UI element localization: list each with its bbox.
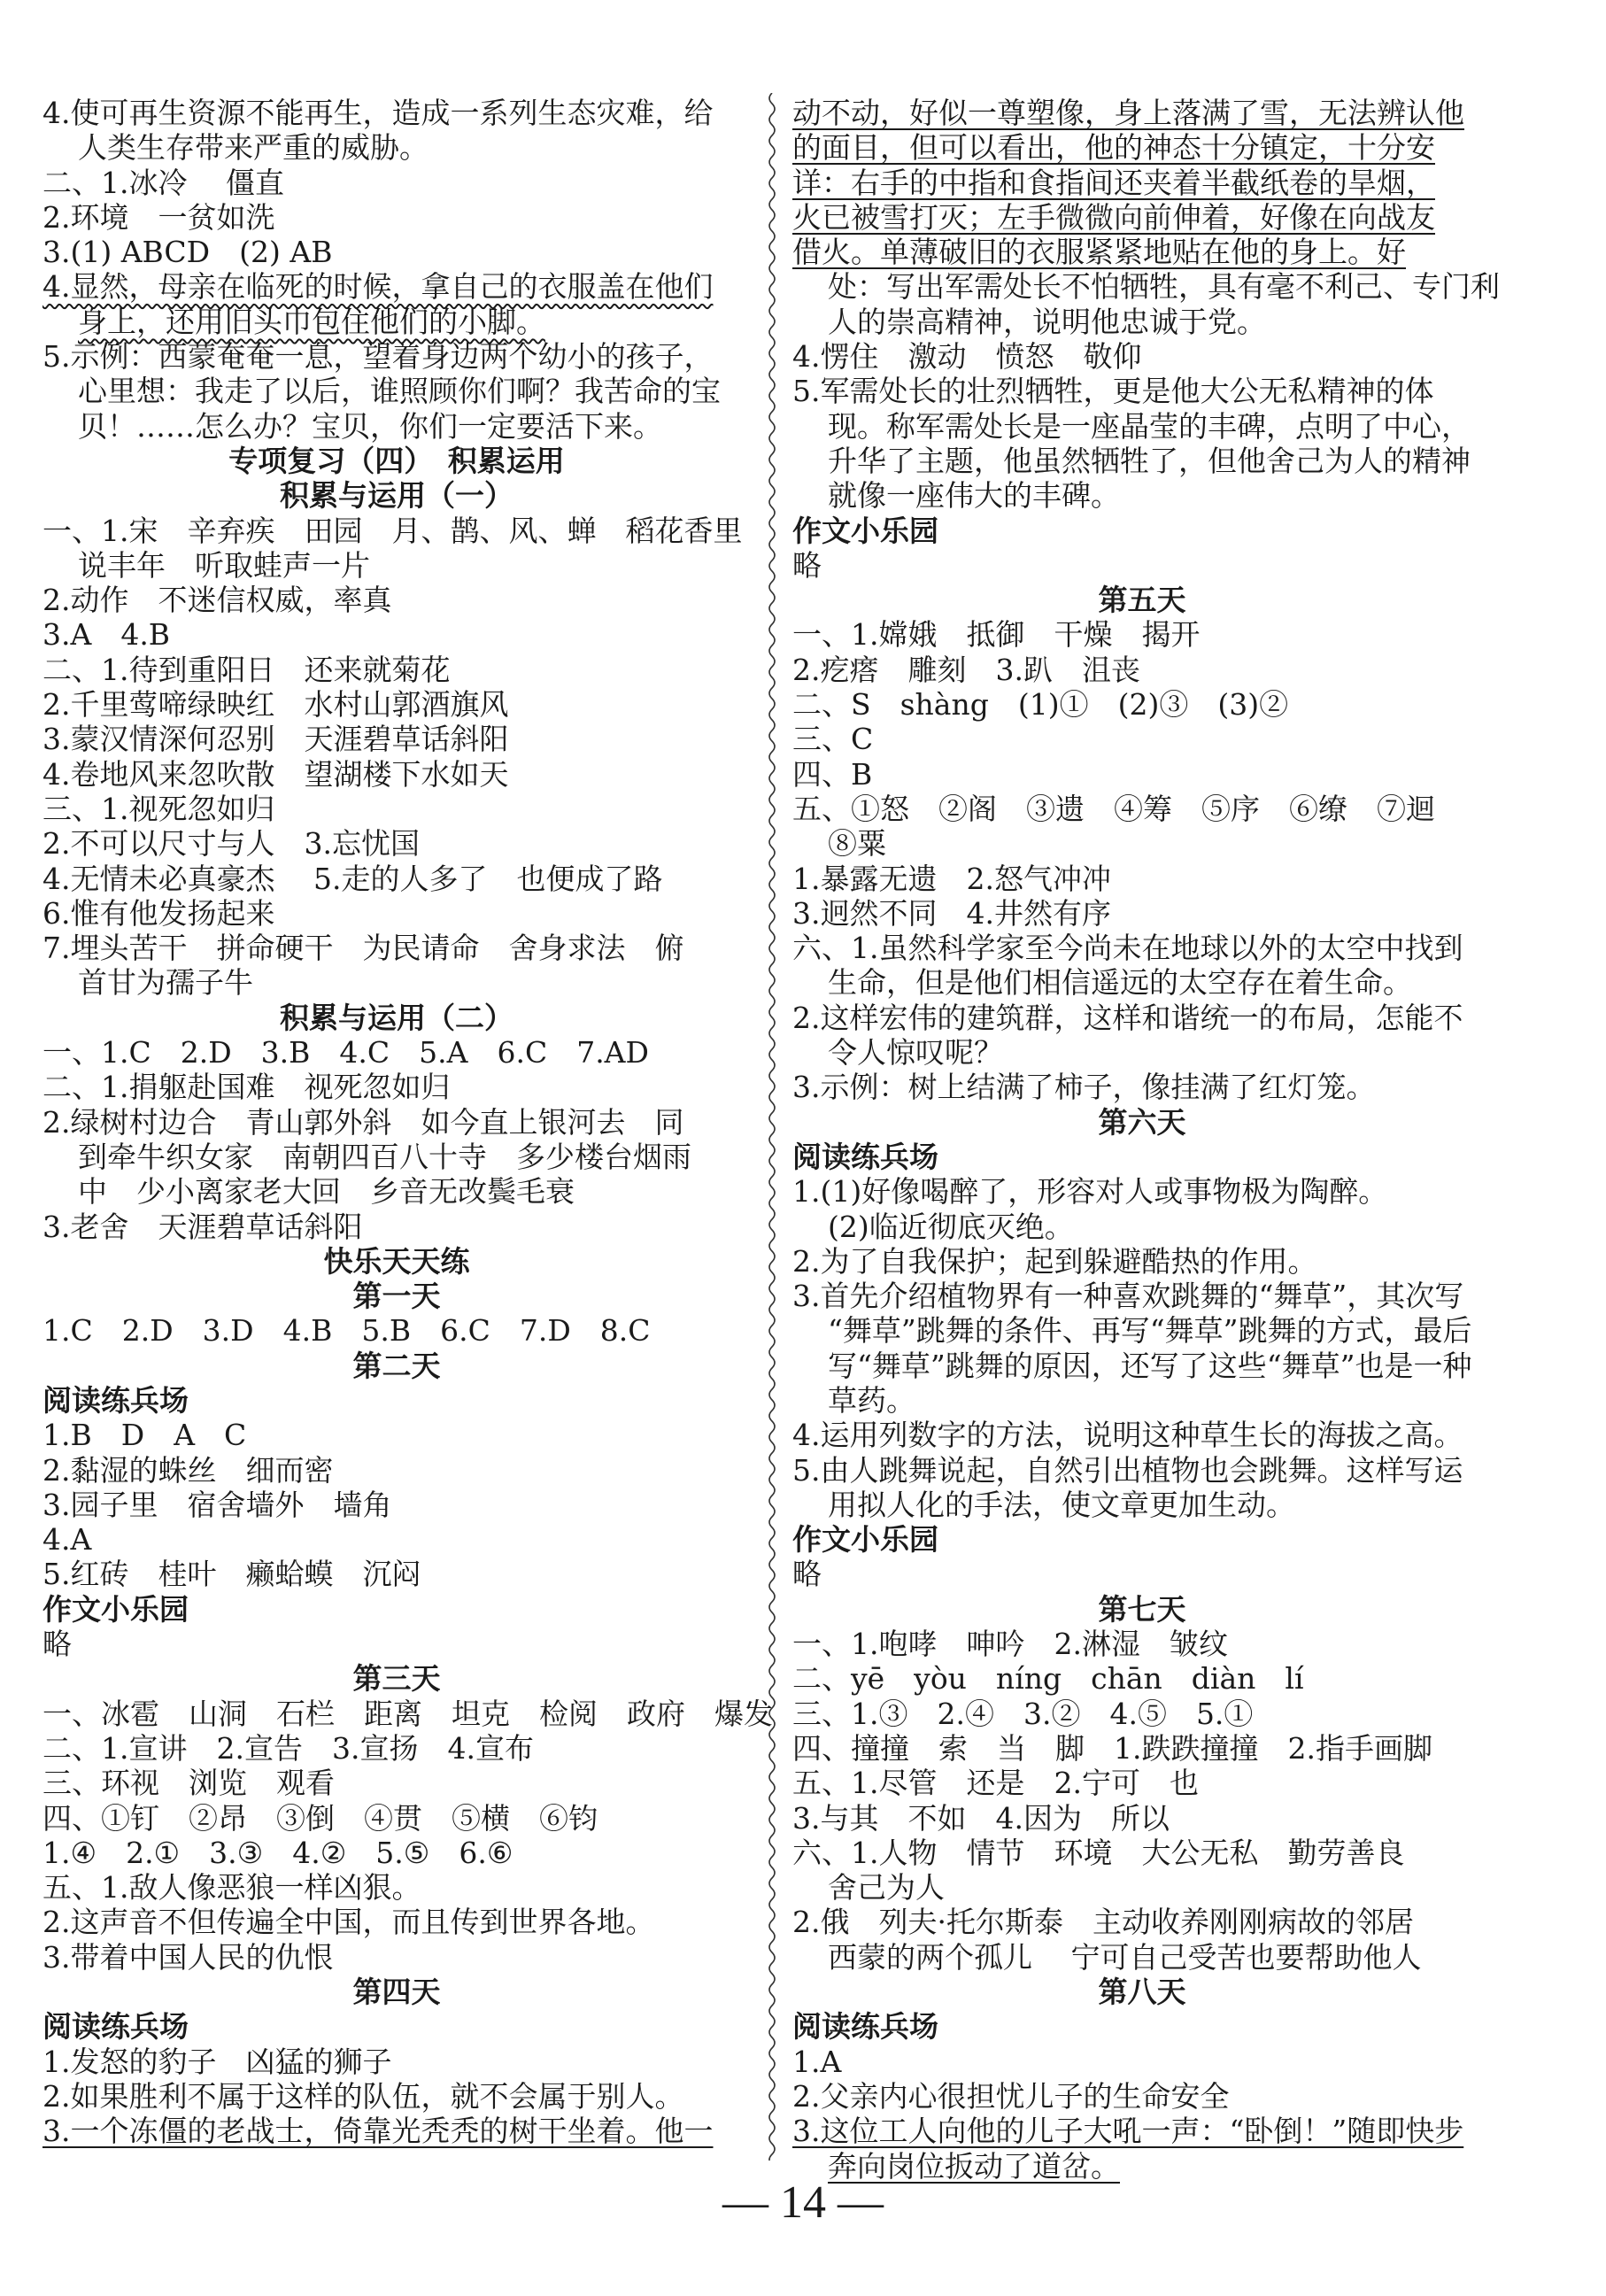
- line-text: 3.园子里 宿舍墙外 墙角: [42, 1487, 392, 1522]
- line-text: 第八天: [1098, 1975, 1186, 2010]
- line-text: 1.发怒的豹子 凶猛的狮子: [42, 2044, 392, 2079]
- answer-line: [792, 965, 1492, 1000]
- line-text: 五、①怒 ②阁 ③遗 ④筹 ⑤序 ⑥缭 ⑦迴: [792, 791, 1435, 826]
- answer-line: [42, 130, 751, 165]
- line-text: 升华了主题，他虽然牺牲了，但他舍己为人的精神: [828, 443, 1471, 478]
- section-heading: [42, 1975, 751, 2009]
- answer-line: [42, 1418, 751, 1452]
- section-heading: [792, 583, 1492, 617]
- answer-line: [42, 269, 751, 304]
- line-text: 1.A: [792, 2044, 842, 2079]
- answer-line: [792, 722, 1492, 756]
- line-text: 三、1.③ 2.④ 3.② 4.⑤ 5.①: [792, 1696, 1254, 1731]
- answer-line: [792, 862, 1492, 896]
- page-number: — 14 —: [722, 2177, 884, 2228]
- section-heading: [792, 1592, 1492, 1627]
- line-text: 5.示例：西蒙奄奄一息，望着身边两个幼小的孩子，: [42, 339, 714, 375]
- subsection-label: [792, 1140, 1492, 1174]
- line-text: 4.无情未必真豪杰 5.走的人多了 也便成了路: [42, 861, 663, 896]
- line-text: 5.军需处长的壮烈牺牲，更是他大公无私精神的体: [792, 374, 1434, 409]
- subsection-label: [42, 1592, 751, 1627]
- line-text: 1.④ 2.① 3.③ 4.② 5.⑤ 6.⑥: [42, 1835, 513, 1870]
- line-text: 舍己为人: [828, 1870, 945, 1906]
- line-text: 7.埋头苦干 拼命硬干 为民请命 舍身求法 俯: [42, 931, 684, 966]
- answer-line: [792, 1801, 1492, 1836]
- line-text: 6.惟有他发扬起来: [42, 895, 275, 931]
- line-text: 二、S shàng (1)① (2)③ (3)②: [792, 687, 1289, 723]
- answer-line: [42, 166, 751, 200]
- answer-line: [792, 687, 1492, 722]
- answer-line: [42, 965, 751, 1000]
- line-text: 一、1.咆哮 呻吟 2.淋湿 皱纹: [792, 1627, 1228, 1662]
- subsection-label: [792, 2009, 1492, 2044]
- section-heading: [42, 1349, 751, 1383]
- answer-line: [42, 1488, 751, 1522]
- line-text: 第四天: [352, 1975, 441, 2010]
- answer-line: [42, 1766, 751, 1800]
- answer-line: [792, 1001, 1492, 1035]
- answer-line: [792, 1279, 1492, 1313]
- answer-line: [42, 1522, 751, 1557]
- answer-line: [42, 1035, 751, 1070]
- answer-line: [792, 305, 1492, 339]
- line-text: 积累与运用（一）: [280, 478, 513, 514]
- line-text: 2.动作 不迷信权威，率真: [42, 583, 392, 618]
- line-text: 5.由人跳舞说起，自然引出植物也会跳舞。这样写运: [792, 1452, 1463, 1488]
- answer-line: [42, 339, 751, 374]
- line-text: 四、撞撞 索 当 脚 1.跌跌撞撞 2.指手画脚: [792, 1730, 1432, 1766]
- answer-line: [42, 1453, 751, 1488]
- answer-line: [792, 1070, 1492, 1104]
- answer-line: [42, 826, 751, 861]
- line-text: 2.绿树村边合 青山郭外斜 如今直上银河去 同: [42, 1104, 684, 1140]
- line-text: 五、1.尽管 还是 2.宁可 也: [792, 1766, 1199, 1801]
- answer-line: [792, 1870, 1492, 1905]
- line-text: 西蒙的两个孤儿 宁可自己受苦也要帮助他人: [828, 1939, 1422, 1975]
- wavy-column-divider: [766, 93, 778, 2161]
- line-text: 2.为了自我保护；起到躲避酷热的作用。: [792, 1243, 1317, 1279]
- line-text: 4.运用列数字的方法，说明这种草生长的海拔之高。: [792, 1418, 1463, 1453]
- answer-line: [792, 1174, 1492, 1209]
- line-text: 的面目，但可以看出，他的神态十分镇定，十分安: [792, 130, 1435, 166]
- line-text: 第三天: [352, 1661, 441, 1697]
- answer-line: [42, 1801, 751, 1836]
- line-text: 四、①钉 ②昂 ③倒 ④贯 ⑤横 ⑥钧: [42, 1800, 598, 1836]
- line-text: 快乐天天练: [323, 1243, 470, 1279]
- line-text: 二、1.冰冷 僵直: [42, 165, 284, 200]
- answer-line: [792, 1313, 1492, 1348]
- section-heading: [42, 1001, 751, 1035]
- answer-line: [792, 1210, 1492, 1244]
- line-text: 心里想：我走了以后，谁照顾你们啊？我苦命的宝: [78, 374, 721, 409]
- line-text: 草药。: [828, 1382, 915, 1418]
- section-heading: [792, 1975, 1492, 2009]
- line-text: 身上，还用旧头巾包住他们的小脚。: [78, 304, 545, 339]
- line-text: 略: [792, 1557, 822, 1592]
- line-text: 阅读练兵场: [42, 2009, 189, 2045]
- line-text: 五、1.敌人像恶狼一样凶狠。: [42, 1870, 421, 1906]
- line-text: 3.迥然不同 4.井然有序: [792, 895, 1111, 931]
- line-text: 到牵牛织女家 南朝四百八十寺 多少楼台烟雨: [78, 1139, 691, 1174]
- answer-line: [792, 826, 1492, 861]
- answer-line: [42, 1731, 751, 1766]
- line-text: 用拟人化的手法，使文章更加生动。: [828, 1487, 1295, 1522]
- line-text: 就像一座伟大的丰碑。: [828, 478, 1120, 514]
- line-text: 3.蒙汉情深何忍别 天涯碧草话斜阳: [42, 722, 509, 757]
- answer-line: [42, 548, 751, 583]
- answer-line: [42, 2079, 751, 2114]
- answer-line: [42, 1905, 751, 1939]
- left-column: [42, 96, 773, 2149]
- answer-line: [42, 1836, 751, 1870]
- line-text: 3.A 4.B: [42, 617, 171, 653]
- line-text: 一、1.嫦娥 抵御 干燥 揭开: [792, 617, 1201, 653]
- line-text: 二、1.宣讲 2.宣告 3.宣扬 4.宣布: [42, 1730, 534, 1766]
- line-text: 3.与其 不如 4.因为 所以: [792, 1800, 1170, 1836]
- line-text: 二、yē yòu níng chān diàn lí: [792, 1661, 1304, 1697]
- line-text: 令人惊叹呢？: [828, 1035, 1003, 1071]
- line-text: 说丰年 听取蛙声一片: [78, 547, 370, 583]
- line-text: 三、环视 浏览 观看: [42, 1766, 335, 1801]
- answer-line: [42, 1313, 751, 1348]
- line-text: 1.暴露无遗 2.怒气冲冲: [792, 861, 1111, 896]
- answer-line: [792, 1627, 1492, 1661]
- answer-line: [792, 1766, 1492, 1800]
- line-text: 2.这样宏伟的建筑群，这样和谐统一的布局，怎能不: [792, 1000, 1463, 1035]
- line-text: 三、1.视死忽如归: [42, 791, 275, 826]
- answer-line: [42, 617, 751, 652]
- answer-line: [792, 1940, 1492, 1975]
- line-text: 现。称军需处长是一座晶莹的丰碑，点明了中心，: [828, 408, 1471, 444]
- line-text: 四、B: [792, 756, 873, 792]
- line-text: 人类生存带来严重的威胁。: [78, 130, 429, 166]
- answer-line: [42, 2114, 751, 2148]
- answer-line: [42, 374, 751, 408]
- answer-line: [792, 1453, 1492, 1488]
- right-column: [792, 96, 1500, 2184]
- line-text: 动不动，好似一尊塑像，身上落满了雪，无法辨认他: [792, 96, 1464, 130]
- answer-line: [42, 514, 751, 548]
- line-text: 贝！……怎么办？宝贝，你们一定要活下来。: [78, 408, 662, 444]
- answer-line: [42, 1870, 751, 1905]
- line-text: 第七天: [1098, 1591, 1186, 1627]
- answer-line: [42, 1557, 751, 1591]
- line-text: 2.不可以尺寸与人 3.忘忧国: [42, 826, 420, 862]
- line-text: 生命，但是他们相信遥远的太空存在着生命。: [828, 965, 1412, 1001]
- answer-line: [42, 235, 751, 269]
- line-text: 二、1.待到重阳日 还来就菊花: [42, 652, 451, 687]
- line-text: 二、1.捐躯赴国难 视死忽如归: [42, 1070, 451, 1105]
- answer-line: [792, 166, 1492, 200]
- line-text: 2.这声音不但传遍全中国，而且传到世界各地。: [42, 1905, 655, 1940]
- answer-line: [792, 2079, 1492, 2114]
- line-text: “舞草”跳舞的条件、再写“舞草”跳舞的方式，最后: [828, 1313, 1472, 1349]
- line-text: 3.带着中国人民的仇恨: [42, 1939, 334, 1975]
- line-text: 4.显然，母亲在临死的时候，拿自己的衣服盖在他们: [42, 269, 714, 305]
- line-text: 处：写出军需处长不怕牺牲，具有毫不利己、专门利: [828, 269, 1500, 305]
- line-text: 作文小乐园: [792, 1522, 938, 1558]
- line-text: 略: [42, 1627, 72, 1662]
- line-text: 阅读练兵场: [792, 2009, 938, 2045]
- answer-line: [792, 96, 1492, 130]
- answer-line: [792, 931, 1492, 965]
- answer-line: [792, 1383, 1492, 1418]
- answer-line: [792, 1488, 1492, 1522]
- answer-line: [792, 269, 1500, 305]
- line-text: 2.如果胜利不属于这样的队伍，就不会属于别人。: [42, 2078, 684, 2114]
- answer-line: [792, 1697, 1492, 1731]
- line-text: 第五天: [1098, 583, 1186, 618]
- answer-line: [42, 1210, 751, 1244]
- line-text: 3.这位工人向他的儿子大吼一声：“卧倒！”随即快步: [792, 2114, 1464, 2149]
- answer-line: [42, 792, 751, 826]
- line-text: 第一天: [352, 1279, 441, 1314]
- answer-line: [42, 583, 751, 617]
- line-text: 3.一个冻僵的老战士，倚靠光秃秃的树干坐着。他一: [42, 2114, 714, 2149]
- line-text: 中 少小离家老大回 乡音无改鬓毛衰: [78, 1174, 575, 1210]
- line-text: 写“舞草”跳舞的原因，还写了这些“舞草”也是一种: [828, 1348, 1472, 1383]
- answer-line: [792, 339, 1492, 374]
- line-text: 专项复习（四） 积累运用: [228, 443, 565, 478]
- line-text: 一、1.宋 辛弃疾 田园 月、鹊、风、蝉 稻花香里: [42, 513, 743, 548]
- answer-line: [42, 1940, 751, 1975]
- answer-line: [42, 757, 751, 792]
- answer-line: [42, 1070, 751, 1104]
- answer-line: [42, 1105, 751, 1140]
- section-heading: [42, 478, 751, 513]
- line-text: 2.疙瘩 雕刻 3.趴 沮丧: [792, 652, 1140, 687]
- line-text: 3.首先介绍植物界有一种喜欢跳舞的“舞草”，其次写: [792, 1279, 1464, 1314]
- answer-line: [792, 1349, 1492, 1383]
- line-text: 人的崇高精神，说明他忠诚于党。: [828, 304, 1266, 339]
- section-heading: [42, 1661, 751, 1696]
- answer-line: [42, 687, 751, 722]
- line-text: 六、1.虽然科学家至今尚未在地球以外的太空中找到: [792, 931, 1463, 966]
- answer-line: [792, 792, 1492, 826]
- line-text: 2.千里莺啼绿映红 水村山郭酒旗风: [42, 687, 509, 723]
- line-text: 3.老舍 天涯碧草话斜阳: [42, 1209, 363, 1244]
- answer-line: [42, 1696, 773, 1731]
- line-text: 2.黏湿的蛛丝 细而密: [42, 1452, 334, 1488]
- answer-line: [792, 1661, 1492, 1696]
- answer-line: [42, 931, 751, 965]
- line-text: 略: [792, 547, 822, 583]
- line-text: 3.(1) ABCD (2) AB: [42, 235, 333, 270]
- line-text: 第二天: [352, 1348, 441, 1383]
- section-heading: [42, 1244, 751, 1279]
- line-text: 作文小乐园: [42, 1591, 189, 1627]
- section-heading: [42, 1279, 751, 1313]
- answer-line: [792, 2045, 1492, 2079]
- line-text: 奔向岗位扳动了道岔。: [828, 2148, 1120, 2184]
- line-text: 2.父亲内心很担忧儿子的生命安全: [792, 2078, 1230, 2114]
- answer-line: [792, 1418, 1492, 1452]
- line-text: 5.红砖 桂叶 癞蛤蟆 沉闷: [42, 1557, 421, 1592]
- answer-line: [792, 548, 1492, 583]
- line-text: 首甘为孺子牛: [78, 965, 253, 1001]
- answer-line: [792, 200, 1492, 235]
- answer-line: [792, 1557, 1492, 1591]
- answer-line: [42, 1174, 751, 1209]
- answer-line: [792, 130, 1492, 165]
- line-text: 第六天: [1098, 1104, 1186, 1140]
- answer-line: [792, 1905, 1492, 1939]
- line-text: 1.B D A C: [42, 1418, 247, 1453]
- answer-line: [792, 1035, 1492, 1070]
- subsection-label: [792, 514, 1492, 548]
- line-text: 1.C 2.D 3.D 4.B 5.B 6.C 7.D 8.C: [42, 1313, 651, 1349]
- answer-line: [42, 305, 751, 339]
- answer-line: [42, 896, 751, 931]
- answer-line: [42, 2045, 751, 2079]
- line-text: 火已被雪打灭；左手微微向前伸着，好像在向战友: [792, 199, 1435, 235]
- line-text: 4.A: [42, 1522, 92, 1558]
- answer-line: [42, 862, 751, 896]
- line-text: 三、C: [792, 722, 874, 757]
- line-text: ⑧粟: [828, 826, 886, 862]
- line-text: 4.使可再生资源不能再生，造成一系列生态灾难，给: [42, 96, 714, 130]
- line-text: 1.(1)好像喝醉了，形容对人或事物极为陶醉。: [792, 1174, 1388, 1210]
- answer-line: [792, 374, 1492, 408]
- line-text: 作文小乐园: [792, 513, 938, 548]
- line-text: 4.卷地风来忽吹散 望湖楼下水如天: [42, 756, 509, 792]
- answer-line: [792, 2114, 1492, 2148]
- line-text: 积累与运用（二）: [280, 1000, 513, 1035]
- answer-line: [42, 1140, 751, 1174]
- line-text: 2.俄 列夫·托尔斯泰 主动收养刚刚病故的邻居: [792, 1905, 1414, 1940]
- line-text: 一、冰雹 山洞 石栏 距离 坦克 检阅 政府 爆发: [42, 1696, 773, 1731]
- answer-line: [42, 653, 751, 687]
- answer-line: [42, 409, 751, 444]
- subsection-label: [792, 1522, 1492, 1557]
- answer-line: [792, 478, 1492, 513]
- answer-line: [792, 409, 1492, 444]
- answer-line: [792, 653, 1492, 687]
- section-heading: [792, 1105, 1492, 1140]
- answer-line: [792, 1731, 1492, 1766]
- answer-line: [792, 1244, 1492, 1279]
- answer-line: [42, 200, 751, 235]
- line-text: (2)临近彻底灭绝。: [828, 1209, 1074, 1244]
- line-text: 3.示例：树上结满了柿子，像挂满了红灯笼。: [792, 1070, 1376, 1105]
- subsection-label: [42, 2009, 751, 2044]
- answer-line: [792, 444, 1492, 478]
- line-text: 借火。单薄破旧的衣服紧紧地贴在他的身上。好: [792, 235, 1406, 270]
- answer-line: [792, 617, 1492, 652]
- answer-line: [42, 722, 751, 756]
- answer-line: [792, 757, 1492, 792]
- answer-line: [42, 1627, 751, 1661]
- answer-line: [42, 96, 751, 130]
- line-text: 详：右手的中指和食指间还夹着半截纸卷的旱烟，: [792, 165, 1435, 200]
- subsection-label: [42, 1383, 751, 1418]
- line-text: 一、1.C 2.D 3.B 4.C 5.A 6.C 7.AD: [42, 1035, 649, 1071]
- line-text: 阅读练兵场: [792, 1139, 938, 1174]
- line-text: 阅读练兵场: [42, 1382, 189, 1418]
- line-text: 2.环境 一贫如洗: [42, 199, 275, 235]
- line-text: 六、1.人物 情节 环境 大公无私 勤劳善良: [792, 1835, 1405, 1870]
- answer-line: [792, 1836, 1492, 1870]
- line-text: 4.愣住 激动 愤怒 敬仰: [792, 339, 1142, 375]
- answer-line: [792, 896, 1492, 931]
- section-heading: [42, 444, 751, 478]
- answer-line: [792, 235, 1492, 269]
